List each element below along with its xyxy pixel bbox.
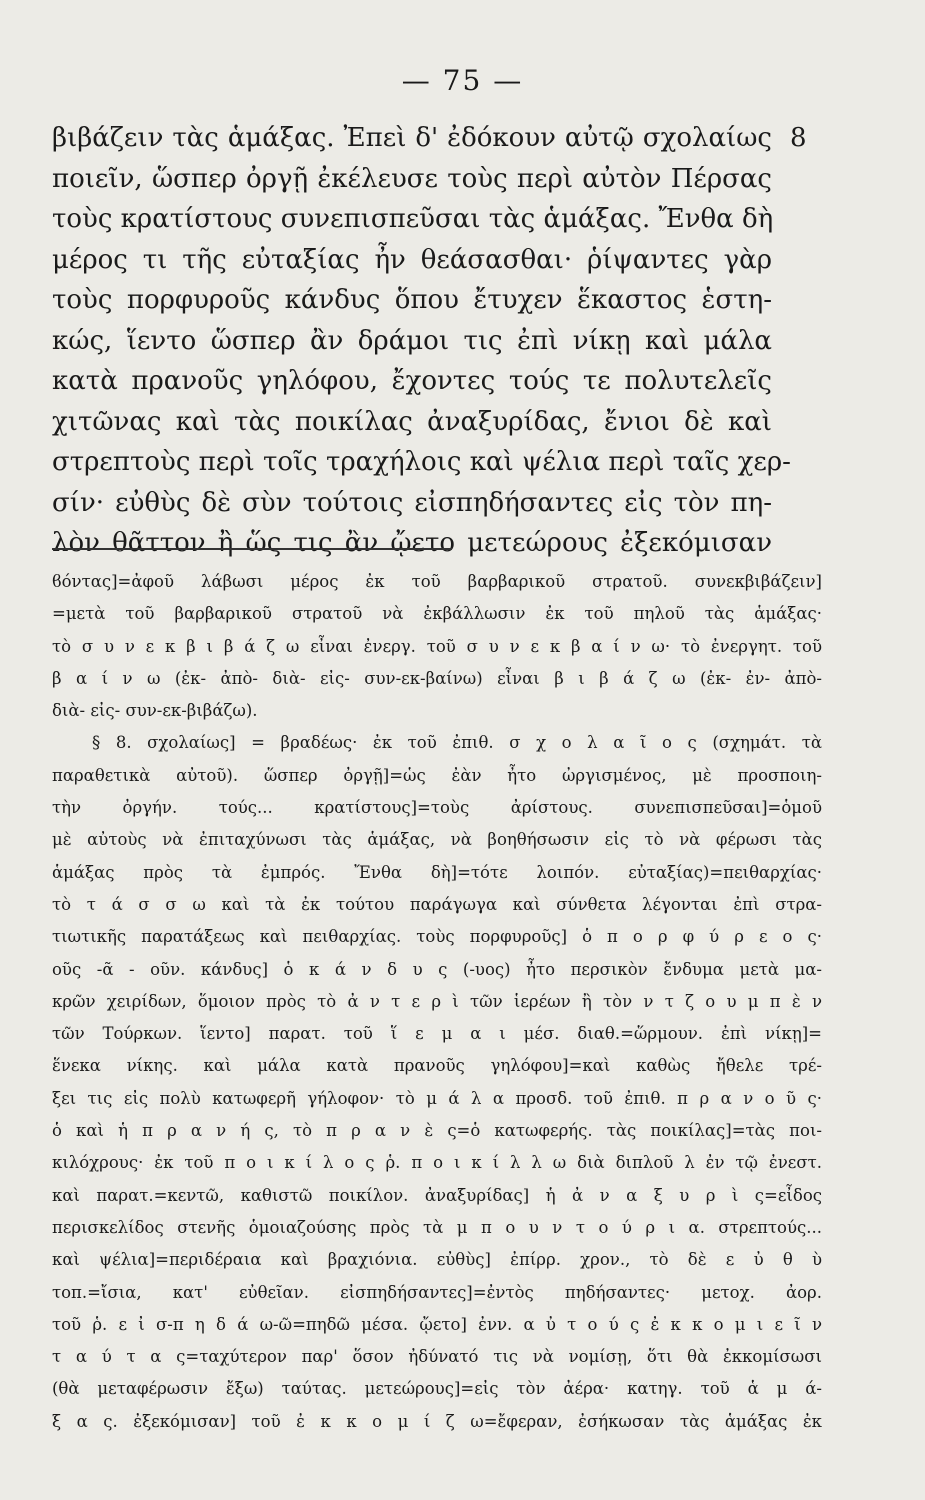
note-line: ϐόντας]=ἀφοῦ λάβωσι μέρος ἐκ τοῦ βαρβαρικοῦ στρατοῦ. συνεκβιβάζειν] [52, 572, 822, 591]
note-line: ἁμάξας πρὸς τὰ ἐμπρός. Ἔνθα δὴ]=τότε λοιπόν. εὐταξίας)=πειθαρχίας· [52, 862, 822, 882]
note-line: ἕνεκα νίκης. καὶ μάλα κατὰ πρανοῦς γηλόφου]=καὶ καθὼς ἤθελε τρέ- [52, 1056, 822, 1076]
main-text-line: λὸν θᾶττον ἢ ὥς τις ἂν ᾤετο μετεώρους ἐξεκόμισαν [52, 528, 772, 558]
page-number: — 75 — [401, 64, 524, 97]
note-line: τ α ύ τ α ς=ταχύτερον παρ' ὅσον ἠδύνατό τις νὰ νομίσῃ, ὅτι θὰ ἐκκομίσωσι [52, 1347, 822, 1367]
note-line: β α ί ν ω (ἐκ- ἀπὸ- διὰ- εἰς- συν-εκ-βαίνω) εἶναι β ι β ά ζ ω (ἐκ- ἐν- ἀπὸ- [52, 668, 822, 688]
main-text-line: ποιεῖν, ὥσπερ ὀργῇ ἐκέλευσε τοὺς περὶ αὐτὸν Πέρσας [52, 163, 772, 194]
note-line: τὴν ὀργήν. τούς... κρατίστους]=τοὺς ἀρίστους. συνεπισπεῦσαι]=ὁμοῦ [52, 798, 822, 818]
main-text-line: σίν· εὐθὺς δὲ σὺν τούτοις εἰσπηδήσαντες εἰς τὸν πη- [52, 487, 772, 518]
note-line: τῶν Τούρκων. ἵεντο] παρατ. τοῦ ἵ ε μ α ι μέσ. διαθ.=ὥρμουν. ἐπὶ νίκῃ]= [52, 1024, 822, 1044]
main-text-line: χιτῶνας καὶ τὰς ποικίλας ἀναξυρίδας, ἔνιοι δὲ καὶ [52, 406, 772, 437]
main-text-line: στρεπτοὺς περὶ τοῖς τραχήλοις καὶ ψέλια περὶ ταῖς χερ- [52, 447, 791, 477]
main-text-line: τοὺς κρατίστους συνεπισπεῦσαι τὰς ἁμάξας. Ἔνθα δὴ [52, 204, 774, 234]
note-line: διὰ- εἰς- συν-εκ-βιβάζω). [52, 701, 258, 721]
note-line: τοπ.=ἴσια, κατ' εὐθεῖαν. εἰσπηδήσαντες]=ἐντὸς πηδήσαντες· μετοχ. ἀορ. [52, 1282, 822, 1302]
note-line: =μετὰ τοῦ βαρβαρικοῦ στρατοῦ νὰ ἐκβάλλωσιν ἐκ τοῦ πηλοῦ τὰς ἁμάξας· [52, 604, 822, 624]
note-line: περισκελίδος στενῆς ὁμοιαζούσης πρὸς τὰ μ π ο υ ν τ ο ύ ρ ι α. στρεπτούς... [52, 1217, 822, 1237]
note-line: καὶ παρατ.=κεντῶ, καθιστῶ ποικίλον. ἀναξυρίδας] ἡ ἀ ν α ξ υ ρ ὶ ς=εἶδος [52, 1185, 822, 1205]
note-line: ὁ καὶ ἡ π ρ α ν ή ς, τὸ π ρ α ν ὲ ς=ὁ κατωφερής. τὰς ποικίλας]=τὰς ποι- [52, 1121, 822, 1141]
note-line: τὸ τ ά σ σ ω καὶ τὰ ἐκ τούτου παράγωγα καὶ σύνθετα λέγονται ἐπὶ στρα- [52, 894, 822, 914]
note-line: τὸ σ υ ν ε κ β ι β ά ζ ω εἶναι ἐνεργ. τοῦ σ υ ν ε κ β α ί ν ω· τὸ ἐνεργητ. τοῦ [52, 636, 822, 656]
note-line: § 8. σχολαίως] = βραδέως· ἐκ τοῦ ἐπιθ. σ χ ο λ α ῖ ο ς (σχημάτ. τὰ [92, 733, 822, 753]
note-line: παραθετικὰ αὐτοῦ). ὥσπερ ὀργῇ]=ὡς ἐὰν ἦτο ὠργισμένος, μὲ προσποιη- [52, 765, 822, 785]
note-line: τιωτικῆς παρατάξεως καὶ πειθαρχίας. τοὺς πορφυροῦς] ὁ π ο ρ φ ύ ρ ε ο ς· [52, 927, 822, 947]
note-line: καὶ ψέλια]=περιδέραια καὶ βραχιόνια. εὐθὺς] ἐπίρρ. χρον., τὸ δὲ ε ὐ θ ὺ [52, 1250, 822, 1270]
note-line: ξει τις εἰς πολὺ κατωφερῆ γήλοφον· τὸ μ ά λ α προσδ. τοῦ ἐπιθ. π ρ α ν ο ῦ ς· [52, 1088, 822, 1108]
note-line: ξ α ς. ἐξεκόμισαν] τοῦ ἐ κ κ ο μ ί ζ ω=ἔφεραν, ἐσήκωσαν τὰς ἁμάξας ἐκ [52, 1411, 822, 1431]
main-text [52, 118, 791, 564]
main-text-line: βιβάζειν τὰς ἁμάξας. Ἐπεὶ δ' ἐδόκουν αὐτῷ σχολαίως [52, 123, 772, 153]
note-line: οῦς -ᾶ - οῦν. κάνδυς] ὁ κ ά ν δ υ ς (-υος) ἦτο περσικὸν ἔνδυμα μετὰ μα- [52, 959, 822, 979]
footnote-divider [52, 548, 452, 550]
main-text-line: κατὰ πρανοῦς γηλόφου, ἔχοντες τούς τε πολυτελεῖς [52, 366, 772, 396]
note-line: τοῦ ῥ. ε ἰ σ-π η δ ά ω-ῶ=πηδῶ μέσα. ᾤετο] ἐνν. α ὐ τ ο ύ ς ἐ κ κ ο μ ι ε ῖ ν [52, 1314, 822, 1334]
note-line: κρῶν χειρίδων, ὅμοιον πρὸς τὸ ἀ ν τ ε ρ ὶ τῶν ἱερέων ἢ τὸν ν τ ζ ο υ μ π ὲ ν [52, 991, 822, 1011]
main-text-line: τοὺς πορφυροῦς κάνδυς ὅπου ἔτυχεν ἕκαστος ἑστη- [52, 285, 772, 315]
commentary-notes [52, 566, 822, 1438]
main-text-line: κώς, ἵεντο ὥσπερ ἂν δράμοι τις ἐπὶ νίκῃ καὶ μάλα [52, 325, 772, 356]
note-line: κιλόχρους· ἐκ τοῦ π ο ι κ ί λ ο ς ῥ. π ο ι κ ί λ λ ω διὰ διπλοῦ λ ἐν τῷ ἐνεστ. [52, 1153, 822, 1173]
main-text-line: μέρος τι τῆς εὐταξίας ἦν θεάσασθαι· ῥίψαντες γὰρ [52, 244, 772, 275]
section-marker: 8 [790, 123, 807, 153]
note-line: (θὰ μεταφέρωσιν ἔξω) ταύτας. μετεώρους]=εἰς τὸν ἀέρα· κατηγ. τοῦ ἁ μ ά- [52, 1379, 822, 1399]
note-line: μὲ αὐτοὺς νὰ ἐπιταχύνωσι τὰς ἁμάξας, νὰ βοηθήσωσιν εἰς τὸ νὰ φέρωσι τὰς [52, 830, 822, 850]
